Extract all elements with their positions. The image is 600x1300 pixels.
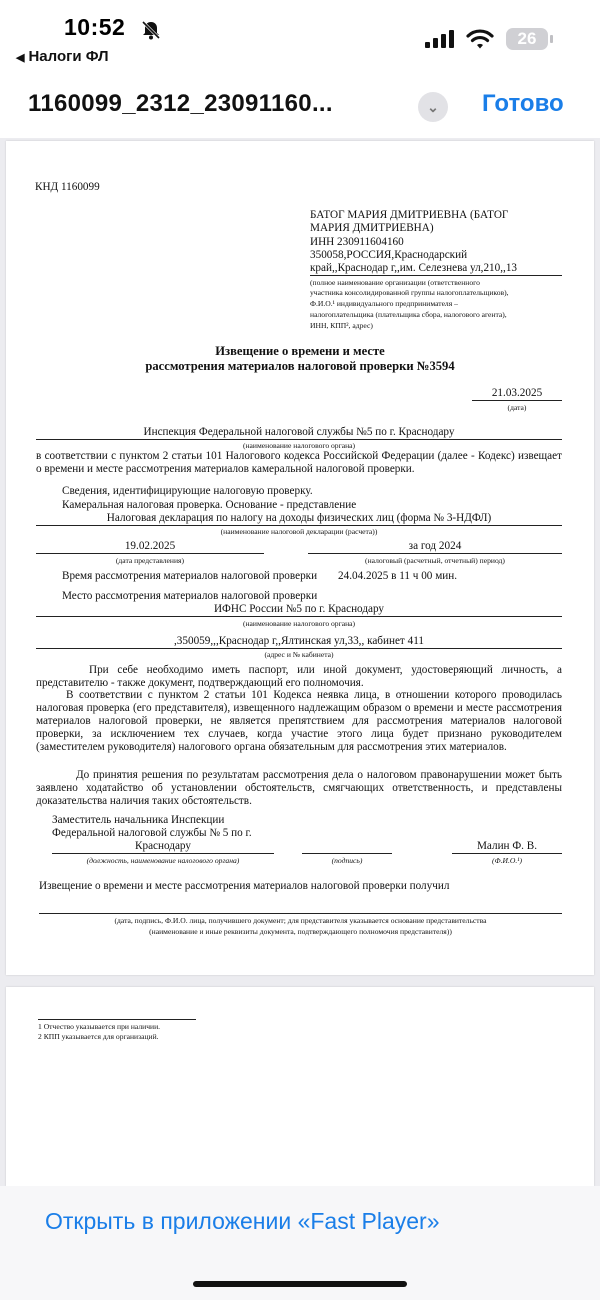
signature-line [452, 853, 562, 854]
footnote: 1 Отчество указывается при наличии. [38, 1022, 161, 1031]
place-address: ,350059,,,Краснодар г,,Ялтинская ул,33,, кабинет 411 [174, 635, 424, 647]
signature-line [302, 853, 392, 854]
cellular-signal-icon [425, 30, 455, 48]
issue-date: 21.03.2025 [491, 387, 543, 399]
name-caption: (Ф.И.О.¹) [491, 856, 523, 865]
received-caption: (дата, подпись, Ф.И.О. лица, получившего документ; для представителя указывается основание представительства [114, 916, 487, 925]
divider [310, 275, 562, 276]
viewer-nav-bar [0, 76, 600, 138]
info-heading: Сведения, идентифицирующие налоговую проверку. [62, 485, 313, 497]
addressee-line: ИНН 230911604160 [310, 236, 404, 248]
signer-position-line: Заместитель начальника Инспекции [52, 814, 225, 826]
status-bar [0, 0, 600, 76]
declaration-caption: (наименование налоговой декларации (расчета)) [220, 527, 378, 536]
tax-period: за год 2024 [408, 540, 462, 552]
bottom-action-bar [0, 1186, 600, 1300]
paragraph-absence: В соответствии с пунктом 2 статьи 101 Кодекса неявка лица, в отношении которого проводилась налоговая проверка (его представителя), извещенного надлежащим образом о времени и месте рассмотрения материалов налоговой проверки, не является препятствием для рассмотрения материалов налоговой проверки, за исключением тех случаев, когда участие этого лица будет признано руководителем (заместителем руководителя) налогового органа обязательным для рассмотрения этих материалов. [36, 689, 562, 753]
battery-indicator: 26 [506, 28, 548, 50]
divider [36, 648, 562, 649]
clock: 10:52 [64, 14, 126, 40]
open-in-app-button[interactable]: Открыть в приложении «Fast Player» [45, 1208, 440, 1234]
signature-line [52, 853, 274, 854]
received-text: Извещение о времени и месте рассмотрения материалов налоговой проверки получил [39, 880, 450, 892]
divider [39, 913, 562, 914]
back-triangle-icon: ◀ [16, 52, 25, 64]
place-org-caption: (наименование налогового органа) [242, 619, 356, 628]
addressee-caption: ИНН, КПП², адрес) [310, 321, 373, 330]
addressee-line: МАРИЯ ДМИТРИЕВНА) [310, 222, 434, 234]
review-time: 24.04.2025 в 11 ч 00 мин. [338, 570, 458, 582]
signer-position-line: Краснодару [135, 840, 191, 852]
divider [472, 400, 562, 401]
paragraph-notice: в соответствии с пунктом 2 статьи 101 Налогового кодекса Российской Федерации (далее - Кодекс) извещает о времени и месте рассмотрения материалов камеральной налоговой проверки. [36, 450, 562, 475]
document-title-line: рассмотрения материалов налоговой проверки №3594 [145, 359, 455, 373]
back-to-app-link[interactable]: ◀ Налоги ФЛ [16, 48, 109, 65]
addressee-line: край,,Краснодар г,,им. Селезнева ул,210,,13 [310, 262, 518, 274]
declaration-name: Налоговая декларация по налогу на доходы физических лиц (форма № 3-НДФЛ) [106, 512, 492, 524]
addressee-caption: налогоплательщика (плательщика сбора, налогового агента), [310, 310, 507, 319]
tax-authority: Инспекция Федеральной налоговой службы №5 по г. Краснодару [143, 426, 455, 438]
paragraph-documents: При себе необходимо иметь паспорт, или иной документ, удостоверяющий личность, а представителю - также документ, подтверждающий его полномочия. [36, 664, 562, 689]
signature-caption: (подпись) [331, 856, 363, 865]
submit-date-caption: (дата представления) [115, 556, 185, 565]
date-caption: (дата) [507, 403, 527, 412]
divider [308, 553, 562, 554]
signer-name: Малин Ф. В. [476, 840, 538, 852]
home-indicator[interactable] [193, 1281, 407, 1287]
divider [36, 439, 562, 440]
position-caption: (должность, наименование налогового органа) [86, 856, 240, 865]
document-page-2 [6, 987, 594, 1187]
done-button[interactable]: Готово [482, 90, 564, 117]
place-address-caption: (адрес и № кабинета) [264, 650, 334, 659]
place-org: ИФНС России №5 по г. Краснодару [213, 603, 385, 615]
addressee-line: БАТОГ МАРИЯ ДМИТРИЕВНА (БАТОГ [310, 209, 509, 221]
addressee-line: 350058,РОССИЯ,Краснодарский [310, 249, 468, 261]
received-caption: (наименование и иные реквизиты документа, подтверждающего полномочия представителя)) [149, 927, 452, 936]
wifi-icon [466, 28, 494, 50]
place-label: Место рассмотрения материалов налоговой проверки [62, 590, 318, 602]
check-type: Камеральная налоговая проверка. Основание - представление [62, 499, 357, 511]
document-title[interactable]: 1160099_2312_23091160... [28, 90, 333, 117]
chevron-down-icon[interactable]: ⌄ [418, 92, 448, 122]
knd-code: КНД 1160099 [35, 181, 100, 193]
addressee-caption: Ф.И.О.¹ индивидуального предпринимателя – [310, 299, 458, 308]
signer-position-line: Федеральной налоговой службы № 5 по г. [52, 827, 252, 839]
submit-date: 19.02.2025 [124, 540, 176, 552]
bell-slash-icon [140, 19, 162, 41]
addressee-caption: участника консолидированной группы налогоплательщиков), [310, 288, 509, 297]
authority-caption: (наименование налогового органа) [242, 441, 356, 450]
paragraph-petition: До принятия решения по результатам рассмотрения дела о налоговом правонарушении может быть заявлено ходатайство об установлении обстоятельств, смягчающих ответственность, и представлены доказательства наличия таких обстоятельств. [36, 769, 562, 807]
addressee-caption: (полное наименование организации (ответственного [310, 278, 480, 287]
tax-period-caption: (налоговый (расчетный, отчетный) период) [365, 556, 505, 565]
review-time-label: Время рассмотрения материалов налоговой проверки [62, 570, 318, 582]
document-title-line: Извещение о времени и месте [215, 344, 385, 358]
divider [36, 553, 264, 554]
document-page-1 [6, 141, 594, 975]
divider [36, 616, 562, 617]
divider [36, 525, 562, 526]
footnote: 2 КПП указывается для организаций. [38, 1032, 159, 1041]
footnote-divider [38, 1019, 196, 1020]
